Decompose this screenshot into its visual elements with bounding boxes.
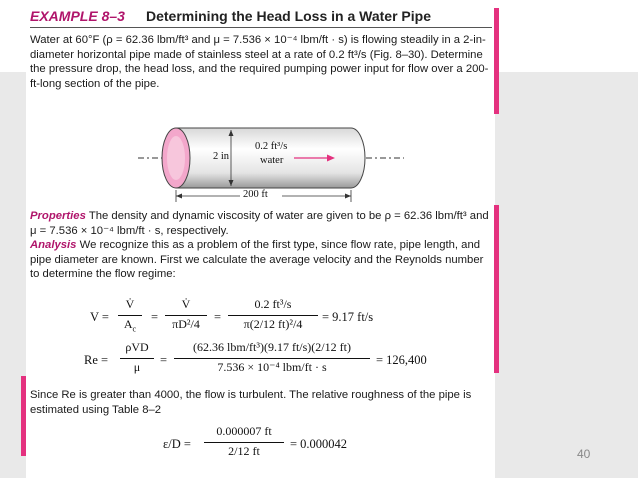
roughness-lhs: ε/D = <box>163 437 191 451</box>
example-label: EXAMPLE 8–3 <box>30 8 125 24</box>
velocity-num-3: 0.2 ft³/s <box>254 297 292 311</box>
reynolds-result: = 126,400 <box>376 353 427 367</box>
fraction-bar <box>120 358 154 359</box>
conclusion-paragraph: Since Re is greater than 4000, the flow is turbulent. The relative roughness of the pipe is estimated using Table 8–2 <box>30 389 472 416</box>
fraction-bar <box>165 315 207 316</box>
equals-sign: = <box>151 310 159 324</box>
velocity-den-1: $A_c$ <box>123 317 137 334</box>
velocity-result: = 9.17 ft/s <box>322 310 374 324</box>
equals-sign: = <box>160 353 168 367</box>
pipe-figure <box>26 0 495 210</box>
example-title: Determining the Head Loss in a Water Pipe <box>146 8 431 24</box>
slide-content <box>26 0 495 478</box>
properties-text: The density and dynamic viscosity of water are given to be ρ = 62.36 lbm/ft³ and μ = 7.536 × 10⁻⁴ lbm/ft · s, respectively. <box>30 210 489 237</box>
reynolds-den-1: μ <box>133 360 141 374</box>
velocity-num-1: V̇ <box>125 297 135 311</box>
reynolds-num-2: (62.36 lbm/ft³)(9.17 ft/s)(2/12 ft) <box>193 340 351 354</box>
page-number: 40 <box>577 447 591 461</box>
equals-sign: = <box>214 310 222 324</box>
roughness-num: 0.000007 ft <box>216 424 272 438</box>
accent-bar-middle <box>494 205 499 373</box>
problem-statement: Water at 60°F (ρ = 62.36 lbm/ft³ and μ = 7.536 × 10⁻⁴ lbm/ft · s) is flowing steadily in a 2-in-diameter horizontal pipe made of stainless steel at a rate of 0.2 ft³/s (Fig. 8–30). Determine the pressure drop, the head loss, and the required pumping power input for flow over a 200-ft-long section of the pipe. <box>30 34 489 90</box>
velocity-lhs: V = <box>90 310 109 324</box>
analysis-paragraph <box>30 238 490 282</box>
fraction-bar <box>204 442 284 443</box>
fraction-bar <box>174 358 370 359</box>
accent-bar-left <box>21 376 26 456</box>
velocity-den-2: πD²/4 <box>172 317 200 331</box>
analysis-label: Analysis <box>30 239 77 251</box>
reynolds-num-1: ρVD <box>125 340 149 354</box>
roughness-result: = 0.000042 <box>290 437 348 451</box>
fraction-bar <box>228 315 318 316</box>
fraction-bar <box>118 315 142 316</box>
properties-paragraph <box>30 209 490 238</box>
reynolds-den-2: 7.536 × 10⁻⁴ lbm/ft · s <box>217 360 327 374</box>
diameter-label: 2 in <box>213 151 230 162</box>
reynolds-lhs: Re = <box>84 353 109 367</box>
analysis-text: We recognize this as a problem of the first type, since flow rate, pipe length, and pipe diameter are known. First we calculate the average velocity and the Reynolds number to determine the flow regime: <box>30 239 484 281</box>
accent-bar-top <box>494 8 499 114</box>
velocity-den-3: π(2/12 ft)²/4 <box>243 317 303 331</box>
length-label: 200 ft <box>243 189 268 200</box>
roughness-den: 2/12 ft <box>228 444 260 458</box>
flow-rate-label: 0.2 ft³/s <box>255 141 288 152</box>
properties-label: Properties <box>30 210 86 222</box>
fluid-label: water <box>260 155 284 166</box>
velocity-num-2: V̇ <box>181 297 191 311</box>
